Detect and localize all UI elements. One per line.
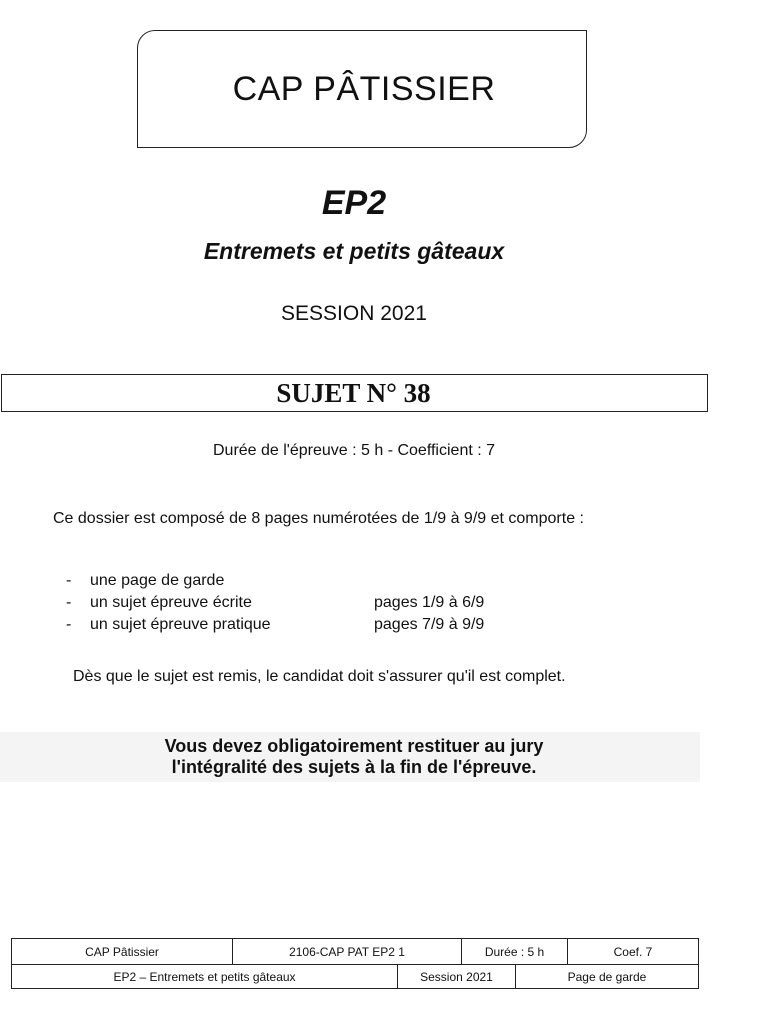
footer-row <box>12 964 698 989</box>
list-dash: - <box>66 572 72 589</box>
footer-cell-code: 2106-CAP PAT EP2 1 <box>232 939 461 964</box>
return-notice <box>0 736 708 778</box>
list-item-text: un sujet épreuve pratique <box>90 616 271 633</box>
footer-cell-epreuve: EP2 – Entremets et petits gâteaux <box>113 969 296 984</box>
completeness-notice: Dès que le sujet est remis, le candidat doit s'assurer qu'il est complet. <box>73 668 566 685</box>
contents-list <box>66 570 626 636</box>
exam-title: CAP PÂTISSIER <box>232 69 496 108</box>
session-label: SESSION 2021 <box>281 302 427 325</box>
return-notice-line2: l'intégralité des sujets à la fin de l'épreuve. <box>171 757 537 777</box>
dossier-intro: Ce dossier est composé de 8 pages numérotées de 1/9 à 9/9 et comporte : <box>53 510 584 527</box>
sujet-box <box>1 374 708 412</box>
list-item-pages: pages 7/9 à 9/9 <box>374 616 485 633</box>
list-item <box>66 614 626 636</box>
list-dash: - <box>66 616 72 633</box>
list-item <box>66 570 626 592</box>
epreuve-code: EP2 <box>321 184 387 222</box>
sujet-number: SUJET N° 38 <box>276 377 431 408</box>
footer-row <box>12 939 698 965</box>
footer-table <box>11 938 699 989</box>
footer-cell-duration: Durée : 5 h <box>461 939 567 964</box>
list-item-pages: pages 1/9 à 6/9 <box>374 594 485 611</box>
list-item-text: un sujet épreuve écrite <box>90 594 252 611</box>
epreuve-name: Entremets et petits gâteaux <box>203 238 505 264</box>
exam-title-box <box>137 30 587 148</box>
footer-cell-coef: Coef. 7 <box>567 939 698 964</box>
list-item-text: une page de garde <box>90 572 225 589</box>
list-item <box>66 592 626 614</box>
duration-coefficient: Durée de l'épreuve : 5 h - Coefficient : 7 <box>212 442 496 459</box>
footer-cell-page: Page de garde <box>515 964 698 989</box>
footer-cell-exam: CAP Pâtissier <box>85 944 159 959</box>
list-dash: - <box>66 594 72 611</box>
footer-cell-session: Session 2021 <box>397 964 515 989</box>
return-notice-line1: Vous devez obligatoirement restituer au jury <box>164 736 544 756</box>
